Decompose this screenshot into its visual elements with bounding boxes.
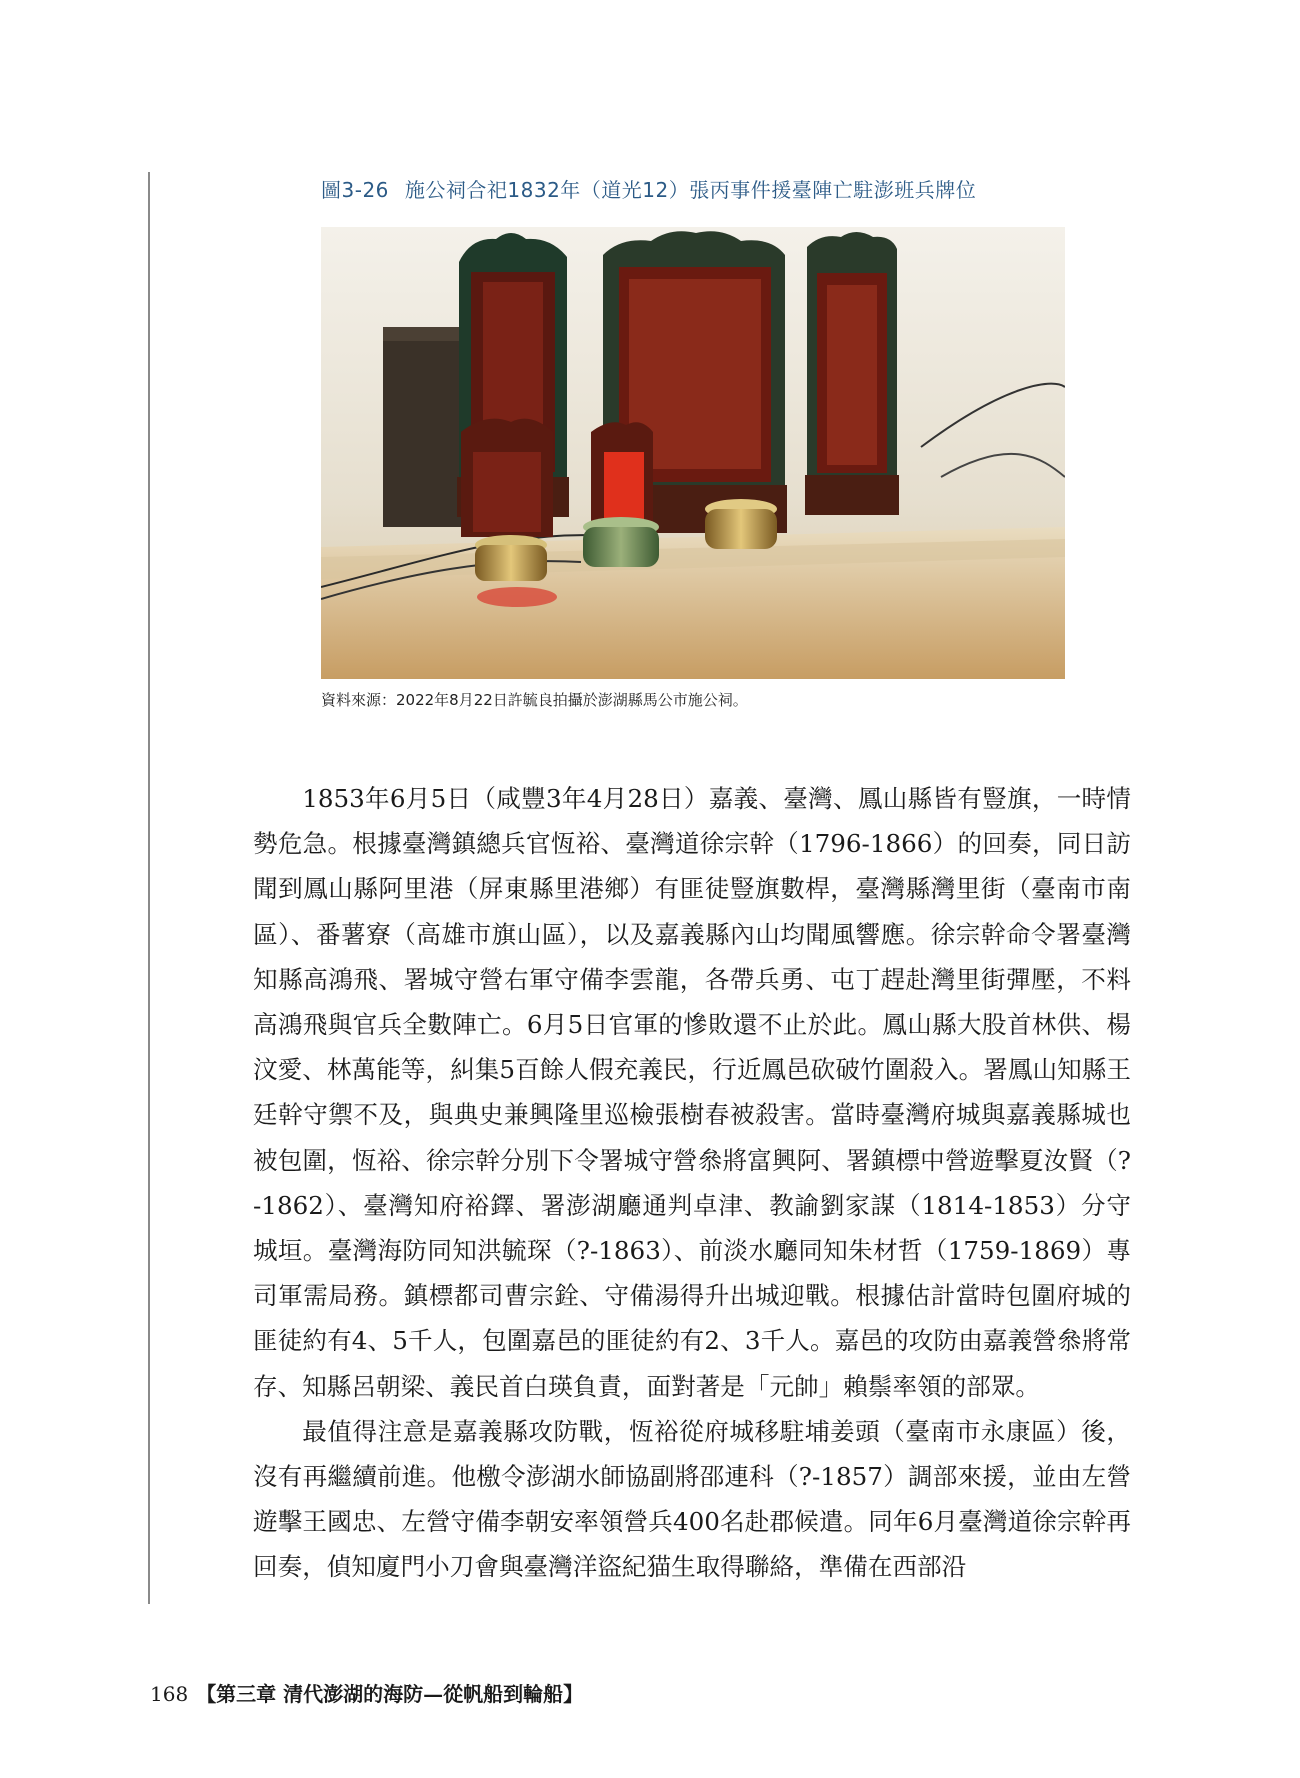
figure-caption	[321, 174, 1221, 203]
paragraph: 最值得注意是嘉義縣攻防戰，恆裕從府城移駐埔姜頭（臺南市永康區）後，沒有再繼續前進。他檄令澎湖水師協副將邵連科（?-1857）調部來援，並由左營遊擊王國忠、左營守備李朝安率領營兵400名赴郡候遣。同年6月臺灣道徐宗幹再回奏，偵知廈門小刀會與臺灣洋盜紀猫生取得聯絡，準備在西部沿	[253, 1416, 1131, 1582]
chapter-title: 【第三章 清代澎湖的海防—從帆船到輪船】	[196, 1682, 584, 1706]
figure-caption-text: 施公祠合祀1832年（道光12）張丙事件援臺陣亡駐澎班兵牌位	[404, 178, 977, 202]
ancestral-tablets-photo	[321, 227, 1065, 679]
margin-rule	[148, 172, 150, 1604]
figure-number: 圖3-26	[321, 178, 389, 202]
paragraph: 1853年6月5日（咸豐3年4月28日）嘉義、臺灣、鳳山縣皆有豎旗，一時情勢危急。根據臺灣鎮總兵官恆裕、臺灣道徐宗幹（1796-1866）的回奏，同日訪聞到鳳山縣阿里港（屏東縣里港鄉）有匪徒豎旗數桿，臺灣縣灣里街（臺南市南區）、番薯寮（高雄市旗山區），以及嘉義縣內山均聞風響應。徐宗幹命令署臺灣知縣高鴻飛、署城守營右軍守備李雲龍，各帶兵勇、屯丁趕赴灣里街彈壓，不料高鴻飛與官兵全數陣亡。6月5日官軍的慘敗還不止於此。鳳山縣大股首林供、楊汶愛、林萬能等，糾集5百餘人假充義民，行近鳳邑砍破竹圍殺入。署鳳山知縣王廷幹守禦不及，與典史兼興隆里巡檢張樹春被殺害。當時臺灣府城與嘉義縣城也被包圍，恆裕、徐宗幹分別下令署城守營叅將富興阿、署鎮標中營遊擊夏汝賢（?-1862）、臺灣知府裕鐸、署澎湖廳通判卓津、教諭劉家謀（1814-1853）分守城垣。臺灣海防同知洪毓琛（?-1863）、前淡水廳同知朱材哲（1759-1869）專司軍需局務。鎮標都司曹宗銓、守備湯得升出城迎戰。根據估計當時包圍府城的匪徒約有4、5千人，包圍嘉邑的匪徒約有2、3千人。嘉邑的攻防由嘉義營叅將常存、知縣呂朝梁、義民首白瑛負責，面對著是「元帥」賴鬃率領的部眾。	[253, 784, 1131, 1401]
body-text	[253, 776, 1131, 1590]
page-number: 168	[150, 1682, 189, 1706]
figure-source: 資料來源：2022年8月22日許毓良拍攝於澎湖縣馬公市施公祠。	[321, 691, 748, 709]
figure-photo	[321, 227, 1065, 679]
page-footer	[150, 1678, 583, 1707]
